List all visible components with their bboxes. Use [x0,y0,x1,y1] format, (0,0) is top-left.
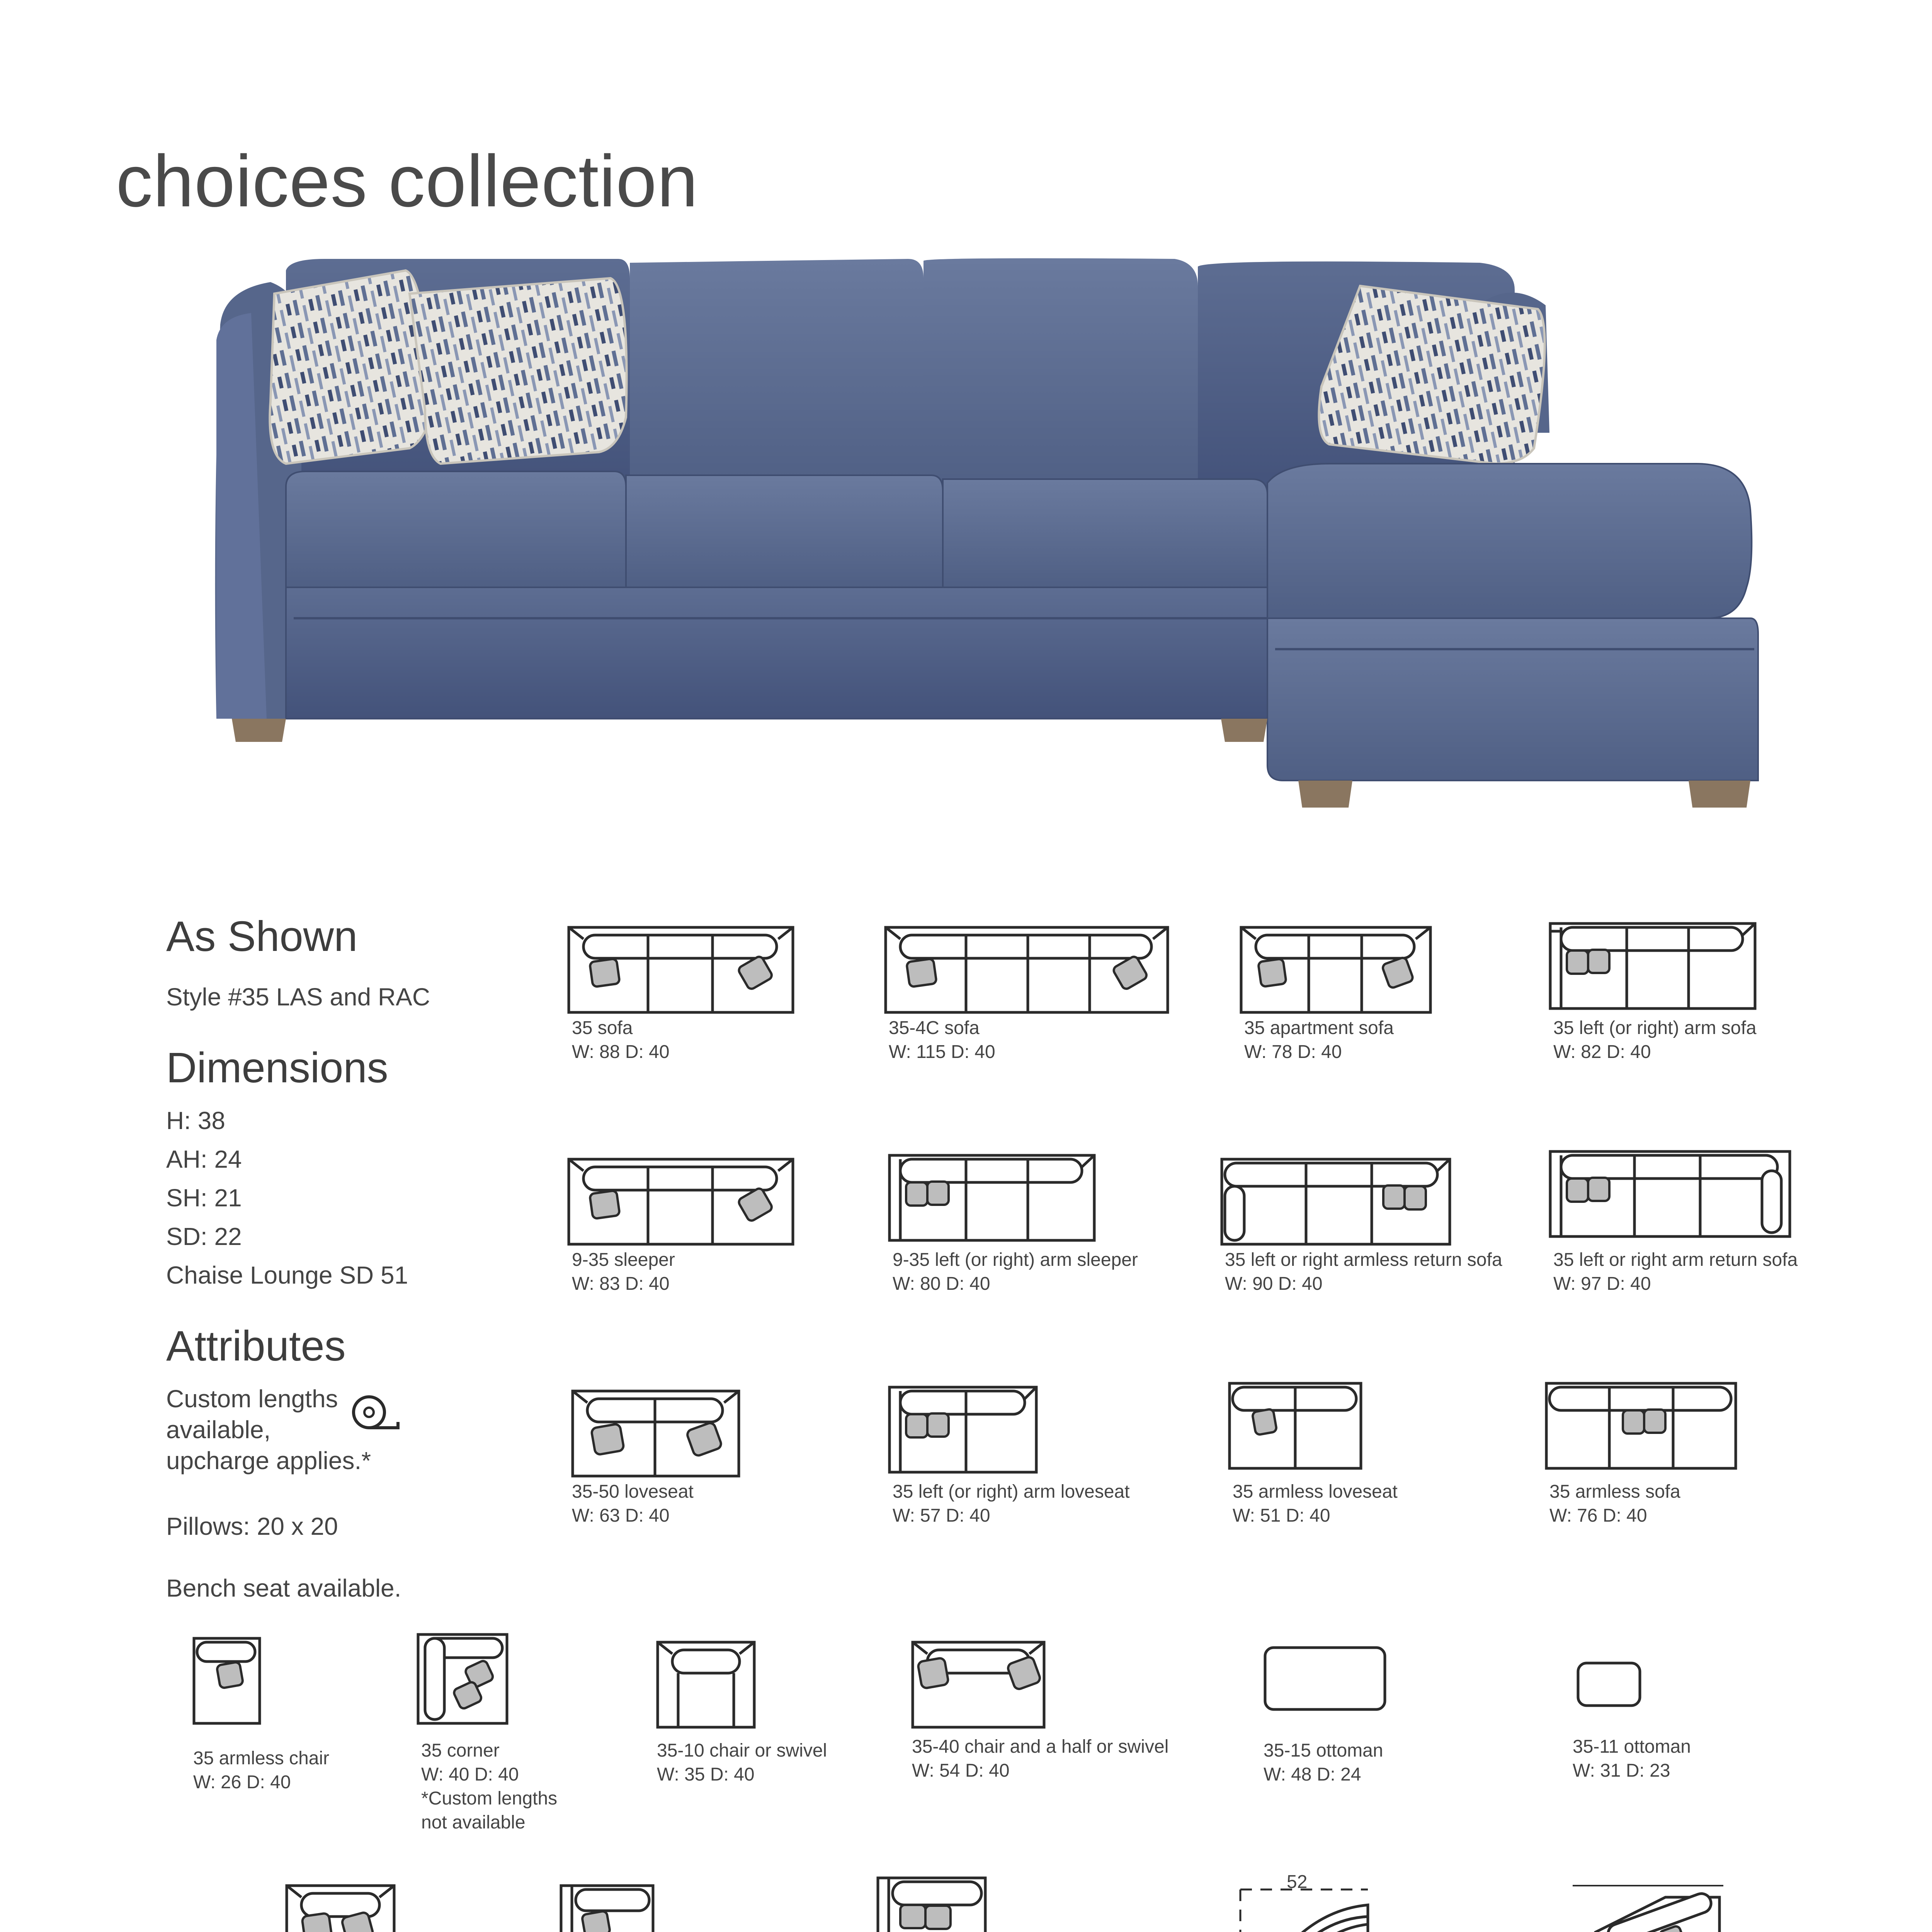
custom-lengths-line: Custom lengths [166,1385,338,1413]
item-dims: W: 51 D: 40 [1233,1505,1330,1526]
item-dims: W: 78 D: 40 [1244,1042,1342,1062]
corner-chaise-diagram-icon [1538,1882,1731,1932]
hero-sectional-image [209,247,1762,835]
item-name: 35 sofa [572,1018,633,1038]
item-dims: W: 88 D: 40 [572,1042,670,1062]
item-name: 35 left or right armless return sofa [1225,1250,1502,1270]
item-name: 35 left (or right) arm loveseat [893,1481,1130,1502]
sofa-diagram-icon [885,923,1171,1016]
item-name: 35-11 ottoman [1573,1736,1691,1757]
item-dims: W: 54 D: 40 [912,1760,1010,1781]
custom-lengths-line: available, [166,1416,271,1444]
item-dims: W: 57 D: 40 [893,1505,990,1526]
corner-diagram-icon [417,1631,518,1731]
ottoman-diagram-icon [1577,1662,1646,1712]
dimensions-heading: Dimensions [166,1044,388,1092]
item-dims: W: 31 D: 23 [1573,1760,1670,1781]
return-sofa-diagram-icon [1549,1148,1797,1248]
dimension-line: SH: 21 [166,1184,242,1212]
item-dims: W: 82 D: 40 [1553,1042,1651,1062]
item-dims: W: 48 D: 24 [1264,1764,1361,1785]
dimension-line: H: 38 [166,1107,225,1134]
sleeper-diagram-icon [568,1155,800,1248]
item-dims: W: 115 D: 40 [889,1042,995,1062]
item-name: 35 corner [421,1740,500,1761]
item-dims: W: 35 D: 40 [657,1764,755,1785]
item-name: 9-35 sleeper [572,1250,675,1270]
sofa-diagram-icon [1240,923,1434,1016]
loveseat-diagram-icon [889,1383,1043,1480]
item-name: 35-15 ottoman [1264,1740,1383,1761]
item-name: 35-10 chair or swivel [657,1740,827,1761]
ottoman-diagram-icon [1264,1646,1391,1716]
loveseat-diagram-icon [1229,1379,1368,1476]
tape-measure-icon [348,1391,406,1441]
item-dims: W: 40 D: 40 [421,1764,519,1785]
chair-diagram-icon [657,1638,765,1731]
item-dims: W: 63 D: 40 [572,1505,670,1526]
item-name: 35-4C sofa [889,1018,980,1038]
chaise-diagram-icon [286,1882,402,1932]
item-dims: W: 83 D: 40 [572,1274,670,1294]
sofa-diagram-icon [1549,920,1758,1016]
custom-lengths-line: upcharge applies.* [166,1447,371,1475]
item-name: 35-40 chair and a half or swivel [912,1736,1169,1757]
chair-diagram-icon [193,1634,270,1727]
dimension-line: AH: 24 [166,1145,242,1173]
chaise-diagram-icon [560,1882,661,1932]
dimension-line: Chaise Lounge SD 51 [166,1261,408,1289]
item-name: 35 apartment sofa [1244,1018,1394,1038]
sofa-diagram-icon [568,923,800,1016]
chaise-diagram-icon [877,1874,993,1932]
item-note: *Custom lengths [421,1788,558,1809]
item-name: 9-35 left (or right) arm sleeper [893,1250,1138,1270]
item-name: 35-50 loveseat [572,1481,694,1502]
chair-diagram-icon [912,1638,1051,1731]
sleeper-diagram-icon [889,1151,1105,1248]
item-name: 35 armless sofa [1549,1481,1680,1502]
item-name: 35 left or right arm return sofa [1553,1250,1798,1270]
sofa-diagram-icon [1546,1379,1747,1476]
wedge-top-label: 52 [1287,1872,1308,1892]
item-dims: W: 76 D: 40 [1549,1505,1647,1526]
return-sofa-diagram-icon [1221,1155,1453,1248]
item-note: not available [421,1812,526,1833]
pillows-text: Pillows: 20 x 20 [166,1512,338,1540]
page-title: choices collection [116,140,699,222]
item-name: 35 armless loveseat [1233,1481,1398,1502]
dimension-line: SD: 22 [166,1223,242,1250]
sectional-sofa-photo-icon [209,247,1762,835]
item-dims: W: 26 D: 40 [193,1772,291,1793]
custom-lengths-text [166,1383,371,1476]
as-shown-style: Style #35 LAS and RAC [166,983,430,1011]
item-dims: W: 90 D: 40 [1225,1274,1323,1294]
item-dims: W: 80 D: 40 [893,1274,990,1294]
item-dims: W: 97 D: 40 [1553,1274,1651,1294]
bench-seat-text: Bench seat available. [166,1574,401,1602]
as-shown-heading: As Shown [166,913,358,960]
attributes-heading: Attributes [166,1322,346,1370]
item-name: 35 left (or right) arm sofa [1553,1018,1757,1038]
item-name: 35 armless chair [193,1748,330,1769]
loveseat-diagram-icon [572,1387,746,1480]
